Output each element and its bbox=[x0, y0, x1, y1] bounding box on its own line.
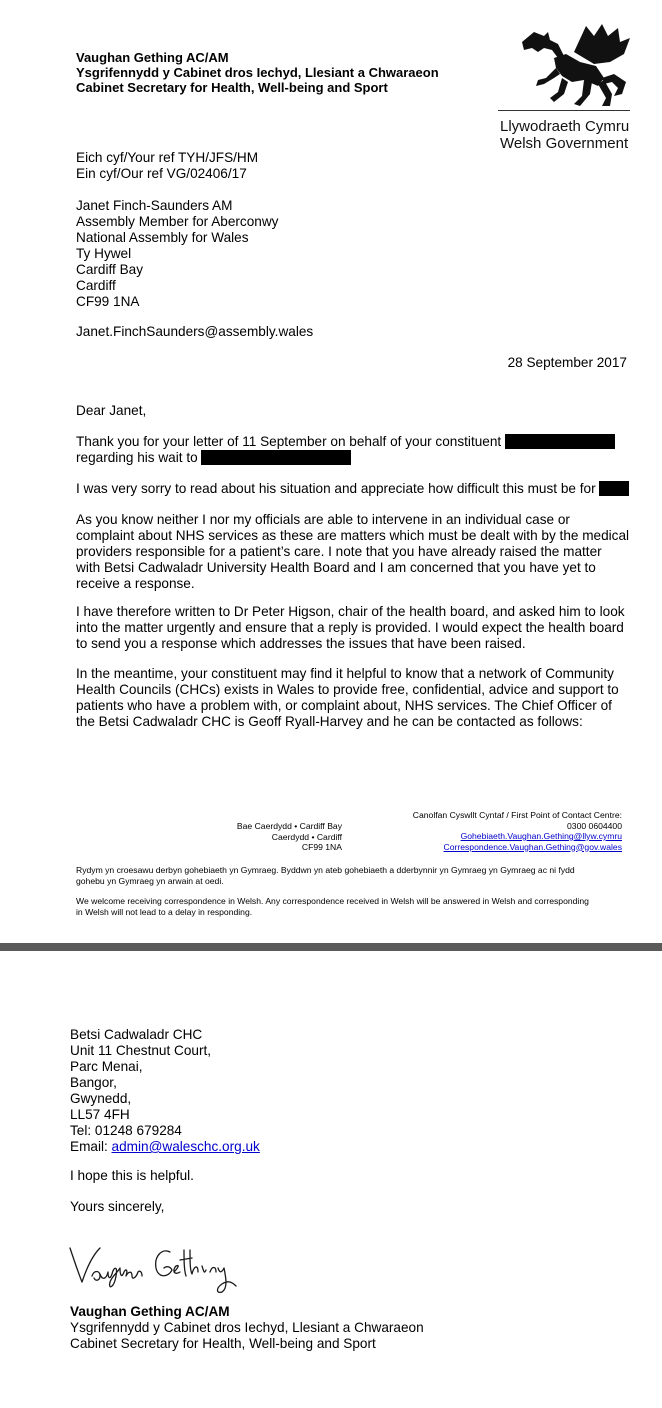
paragraph-1 bbox=[76, 434, 615, 466]
paragraph-2-text: I was very sorry to read about his situation and appreciate how difficult this must be for bbox=[76, 481, 596, 496]
chc-email-link[interactable]: admin@waleschc.org.uk bbox=[111, 1139, 260, 1154]
sender-title-en: Cabinet Secretary for Health, Well-being and Sport bbox=[76, 80, 388, 95]
welsh-dragon-icon bbox=[514, 22, 634, 110]
paragraph-3-line: receive a response. bbox=[76, 576, 195, 591]
sender-block bbox=[76, 50, 439, 95]
redaction-box bbox=[599, 481, 629, 496]
paragraph-3-line: providers responsible for a patient’s care. I note that you have already raised the matter bbox=[76, 544, 602, 559]
closing-sign-off: Yours sincerely, bbox=[70, 1199, 165, 1214]
chc-email-label: Email: bbox=[70, 1139, 112, 1154]
signature bbox=[66, 1242, 246, 1298]
logo-text-en: Welsh Government bbox=[500, 135, 629, 152]
signoff-title-en: Cabinet Secretary for Health, Well-being and Sport bbox=[70, 1336, 376, 1351]
our-ref: Ein cyf/Our ref VG/02406/17 bbox=[76, 166, 247, 181]
footer-address-line: Caerdydd • Cardiff bbox=[271, 831, 342, 842]
footer-address-line: CF99 1NA bbox=[301, 842, 342, 852]
chc-address-line: Bangor, bbox=[70, 1075, 117, 1090]
paragraph-4 bbox=[76, 604, 625, 652]
salutation: Dear Janet, bbox=[76, 403, 147, 418]
closing-hope: I hope this is helpful. bbox=[70, 1168, 194, 1183]
recipient-line: Ty Hywel bbox=[76, 246, 132, 261]
recipient-line: CF99 1NA bbox=[76, 294, 140, 309]
recipient-line: Cardiff Bay bbox=[76, 262, 143, 277]
letter-date: 28 September 2017 bbox=[507, 355, 627, 370]
signoff-name: Vaughan Gething AC/AM bbox=[70, 1304, 230, 1319]
chc-address-line: Parc Menai, bbox=[70, 1059, 143, 1074]
paragraph-3 bbox=[76, 512, 629, 592]
sender-title-cy: Ysgrifennydd y Cabinet dros Iechyd, Llesiant a Chwaraeon bbox=[76, 65, 439, 80]
paragraph-1-line: Thank you for your letter of 11 September on behalf of your constituent bbox=[76, 434, 502, 449]
logo-text bbox=[500, 118, 629, 152]
footer-welsh-note bbox=[76, 865, 575, 886]
chc-address bbox=[70, 1027, 260, 1155]
paragraph-4-line: to send you a response which addresses the issues that have been raised. bbox=[76, 636, 526, 651]
footer-contact bbox=[380, 810, 622, 852]
footer-contact-label: Canolfan Cyswllt Cyntaf / First Point of Contact Centre: bbox=[412, 810, 622, 820]
paragraph-5-line: the Betsi Cadwaladr CHC is Geoff Ryall-Harvey and he can be contacted as follows: bbox=[76, 714, 583, 729]
recipient-address bbox=[76, 198, 278, 310]
chc-address-line: Betsi Cadwaladr CHC bbox=[70, 1027, 203, 1042]
paragraph-3-line: As you know neither I nor my officials are able to intervene in an individual case or bbox=[76, 512, 570, 527]
sender-name: Vaughan Gething AC/AM bbox=[76, 50, 229, 65]
logo-divider bbox=[498, 110, 630, 111]
paragraph-4-line: I have therefore written to Dr Peter Higson, chair of the health board, and asked him to look bbox=[76, 604, 625, 619]
footer-phone: 0300 0604400 bbox=[567, 820, 622, 831]
paragraph-5-line: Health Councils (CHCs) exists in Wales to provide free, confidential, advice and support to bbox=[76, 682, 619, 697]
paragraph-2 bbox=[76, 481, 629, 497]
redaction-box bbox=[201, 450, 351, 465]
paragraph-5 bbox=[76, 666, 619, 730]
recipient-line: Assembly Member for Aberconwy bbox=[76, 214, 279, 229]
chc-address-line: Tel: 01248 679284 bbox=[70, 1123, 182, 1138]
footer-note-line: Rydym yn croesawu derbyn gohebiaeth yn Gymraeg. Byddwn yn ateb gohebiaeth a dderbynnir yn Gymraeg yn Gymraeg ac ni fydd bbox=[76, 865, 575, 875]
signoff-block bbox=[70, 1304, 424, 1352]
paragraph-4-line: into the matter urgently and ensure that a reply is provided. I would expect the health board bbox=[76, 620, 624, 635]
footer-email-en-link[interactable]: Correspondence.Vaughan.Gething@gov.wales bbox=[443, 841, 622, 852]
chc-address-line: LL57 4FH bbox=[70, 1107, 130, 1122]
footer-note-line: in Welsh will not lead to a delay in responding. bbox=[76, 906, 253, 917]
footer-note-line: gohebu yn Gymraeg yn arwain at oedi. bbox=[76, 875, 224, 886]
paragraph-5-line: patients who have a problem with, or complaint about, NHS services. The Chief Officer of bbox=[76, 698, 612, 713]
paragraph-3-line: complaint about NHS services as these are matters which must be dealt with by the medical bbox=[76, 528, 630, 543]
footer-english-note bbox=[76, 896, 589, 917]
chc-address-line: Unit 11 Chestnut Court, bbox=[70, 1043, 212, 1058]
recipient-line: Cardiff bbox=[76, 278, 116, 293]
footer-note-line: We welcome receiving correspondence in Welsh. Any correspondence received in Welsh will be answered in Welsh and corresponding bbox=[76, 896, 589, 906]
chc-address-line: Gwynedd, bbox=[70, 1091, 132, 1106]
paragraph-5-line: In the meantime, your constituent may find it helpful to know that a network of Community bbox=[76, 666, 614, 681]
signoff-title-cy: Ysgrifennydd y Cabinet dros Iechyd, Llesiant a Chwaraeon bbox=[70, 1320, 424, 1335]
page-separator bbox=[0, 943, 662, 951]
footer-address-line: Bae Caerdydd • Cardiff Bay bbox=[236, 821, 342, 831]
welsh-government-logo bbox=[496, 20, 632, 156]
reference-block bbox=[76, 150, 258, 182]
paragraph-3-line: with Betsi Cadwaladr University Health Board and I am concerned that you have yet to bbox=[76, 560, 596, 575]
recipient-email: Janet.FinchSaunders@assembly.wales bbox=[76, 324, 314, 339]
footer-address bbox=[200, 821, 342, 853]
recipient-line: Janet Finch-Saunders AM bbox=[76, 198, 233, 213]
recipient-line: National Assembly for Wales bbox=[76, 230, 249, 245]
redaction-box bbox=[505, 434, 615, 449]
your-ref: Eich cyf/Your ref TYH/JFS/HM bbox=[76, 150, 259, 165]
footer-email-cy-link[interactable]: Gohebiaeth.Vaughan.Gething@llyw.cymru bbox=[460, 831, 622, 841]
logo-text-cy: Llywodraeth Cymru bbox=[500, 118, 630, 135]
paragraph-1-line: regarding his wait to bbox=[76, 450, 198, 465]
